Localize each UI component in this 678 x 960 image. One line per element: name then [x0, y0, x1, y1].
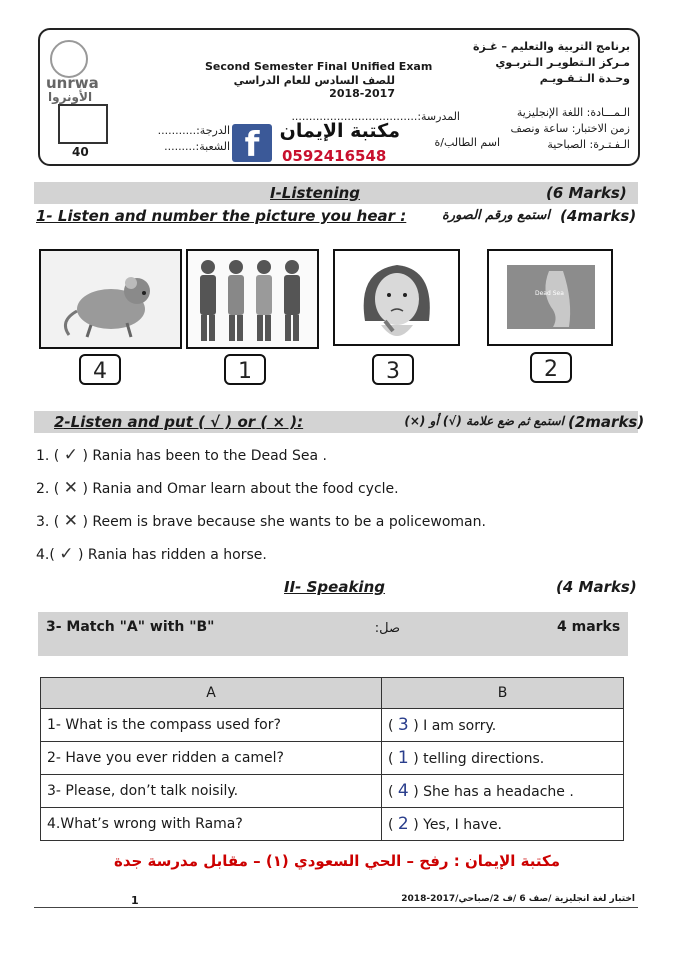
statement-1 [36, 445, 327, 465]
match-table [40, 677, 624, 841]
q3-instruction-ar: صل: [374, 621, 400, 636]
q2-marks: (2marks) [568, 413, 645, 431]
unrwa-logo: unrwa [46, 74, 99, 92]
table-row [41, 742, 624, 775]
answer-number[interactable]: 3 [397, 715, 409, 735]
q3-marks: 4 marks [557, 619, 621, 635]
q1-marks: (4marks) [560, 207, 637, 225]
answer-number[interactable]: 4 [397, 781, 409, 801]
picture-girl [333, 249, 460, 346]
map-label: Dead Sea [535, 290, 564, 297]
match-option: She has a headache . [423, 784, 574, 800]
footer-divider [34, 907, 638, 908]
match-question: 3- Please, don’t talk noisily. [41, 775, 382, 808]
picture-map [487, 249, 613, 346]
statement-text: Rania has been to the Dead Sea . [92, 448, 328, 464]
statement-close: ) [82, 514, 88, 530]
exam-title-en: Second Semester Final Unified Exam [205, 60, 433, 73]
match-answer: ( 4 ) She has a headache . [382, 775, 624, 808]
statement-text: Reem is brave because she wants to be a policewoman. [92, 514, 486, 530]
q2-instruction: 2-Listen and put ( √ ) or ( × ): [54, 413, 304, 431]
un-emblem-icon [50, 40, 88, 78]
statement-text: Rania and Omar learn about the food cycle. [92, 481, 399, 497]
picture-boys [186, 249, 319, 349]
answer-number[interactable]: 1 [397, 748, 409, 768]
statement-close: ) [82, 481, 88, 497]
duration-label: زمن الاختبار: ساعة ونصف [510, 122, 630, 135]
table-row [41, 808, 624, 841]
q2-instruction-ar: استمع ثم ضع علامة (√) أو (×) [404, 414, 564, 428]
section-marks-speaking: (4 Marks) [556, 578, 637, 596]
statement-2 [36, 478, 399, 498]
section-marks-listening: (6 Marks) [546, 184, 627, 202]
stamp-name: مكتبة الإيمان [279, 120, 400, 142]
match-question: 1- What is the compass used for? [41, 709, 382, 742]
org-line-2: مـركز الـتطويـر الـتربـوي [495, 56, 630, 69]
table-row [41, 775, 624, 808]
q3-instruction: 3- Match "A" with "B" [46, 619, 215, 635]
match-question: 2- Have you ever ridden a camel? [41, 742, 382, 775]
period-label: الـفـتـرة: الصباحية [547, 138, 630, 151]
q1-instruction-ar: استمع ورقم الصورة [442, 208, 550, 223]
page-number: 1 [131, 894, 139, 907]
match-question: 4.What’s wrong with Rama? [41, 808, 382, 841]
match-answer: ( 1 ) telling directions. [382, 742, 624, 775]
statement-num: 3. ( [36, 514, 60, 530]
section-title-listening: I-Listening [270, 184, 361, 202]
unrwa-logo-ar: الأونروا [48, 90, 93, 104]
cross-icon[interactable]: ✕ [63, 478, 78, 498]
org-line-3: وحـدة الـتـقـويـم [539, 72, 630, 85]
answer-box-1[interactable]: 4 [79, 354, 121, 385]
answer-number[interactable]: 2 [397, 814, 409, 834]
facebook-icon: f [232, 124, 272, 162]
statement-num: 1. ( [36, 448, 60, 464]
exam-title-ar: للصف السادس للعام الدراسي 2017-2018 [233, 74, 395, 100]
match-option: telling directions. [423, 751, 545, 767]
statement-num: 2. ( [36, 481, 60, 497]
stamp-phone: 0592416548 [282, 147, 387, 165]
answer-box-4[interactable]: 2 [530, 352, 572, 383]
student-name-field: اسم الطالب/ة [434, 136, 500, 149]
match-answer: ( 3 ) I am sorry. [382, 709, 624, 742]
footer-ad: مكتبة الإيمان : رفح – الحي السعودي (١) – مقابل مدرسة جدة [114, 852, 560, 870]
footer-exam-info: اختبار لغة انجليزية /صف 6 /ف 2/صباحي/2017-2018 [401, 894, 635, 904]
table-row [41, 709, 624, 742]
statement-close: ) [77, 547, 84, 563]
statement-4 [36, 544, 267, 564]
match-option: I am sorry. [423, 718, 497, 734]
statement-num: 4.( [36, 547, 55, 563]
subject-label: الـمـــادة: اللغة الإنجليزية [516, 106, 630, 119]
checkmark-icon[interactable]: ✓ [63, 445, 78, 465]
statement-text: Rania has ridden a horse. [87, 547, 267, 563]
q1-instruction: 1- Listen and number the picture you hear : [36, 207, 407, 225]
match-option: Yes, I have. [423, 817, 503, 833]
match-table-wrapper [40, 677, 624, 841]
checkmark-icon[interactable]: ✓ [59, 544, 74, 564]
answer-box-3[interactable]: 3 [372, 354, 414, 385]
statement-close: ) [82, 448, 88, 464]
section-title-speaking: II- Speaking [284, 578, 385, 596]
picture-mouse [39, 249, 182, 349]
grade-field: الدرجة:........... [157, 124, 230, 137]
statement-3 [36, 511, 486, 531]
answer-box-2[interactable]: 1 [224, 354, 266, 385]
total-score: 40 [72, 145, 89, 159]
section-field: الشعبة:......... [164, 140, 230, 153]
school-field: المدرسة:.................................... [291, 110, 460, 123]
column-b-header: B [382, 678, 624, 709]
org-line-1: برنامج التربية والتعليم – غـزة [473, 40, 630, 53]
match-answer: ( 2 ) Yes, I have. [382, 808, 624, 841]
cross-icon[interactable]: ✕ [63, 511, 78, 531]
column-a-header: A [41, 678, 382, 709]
score-box [58, 104, 108, 144]
